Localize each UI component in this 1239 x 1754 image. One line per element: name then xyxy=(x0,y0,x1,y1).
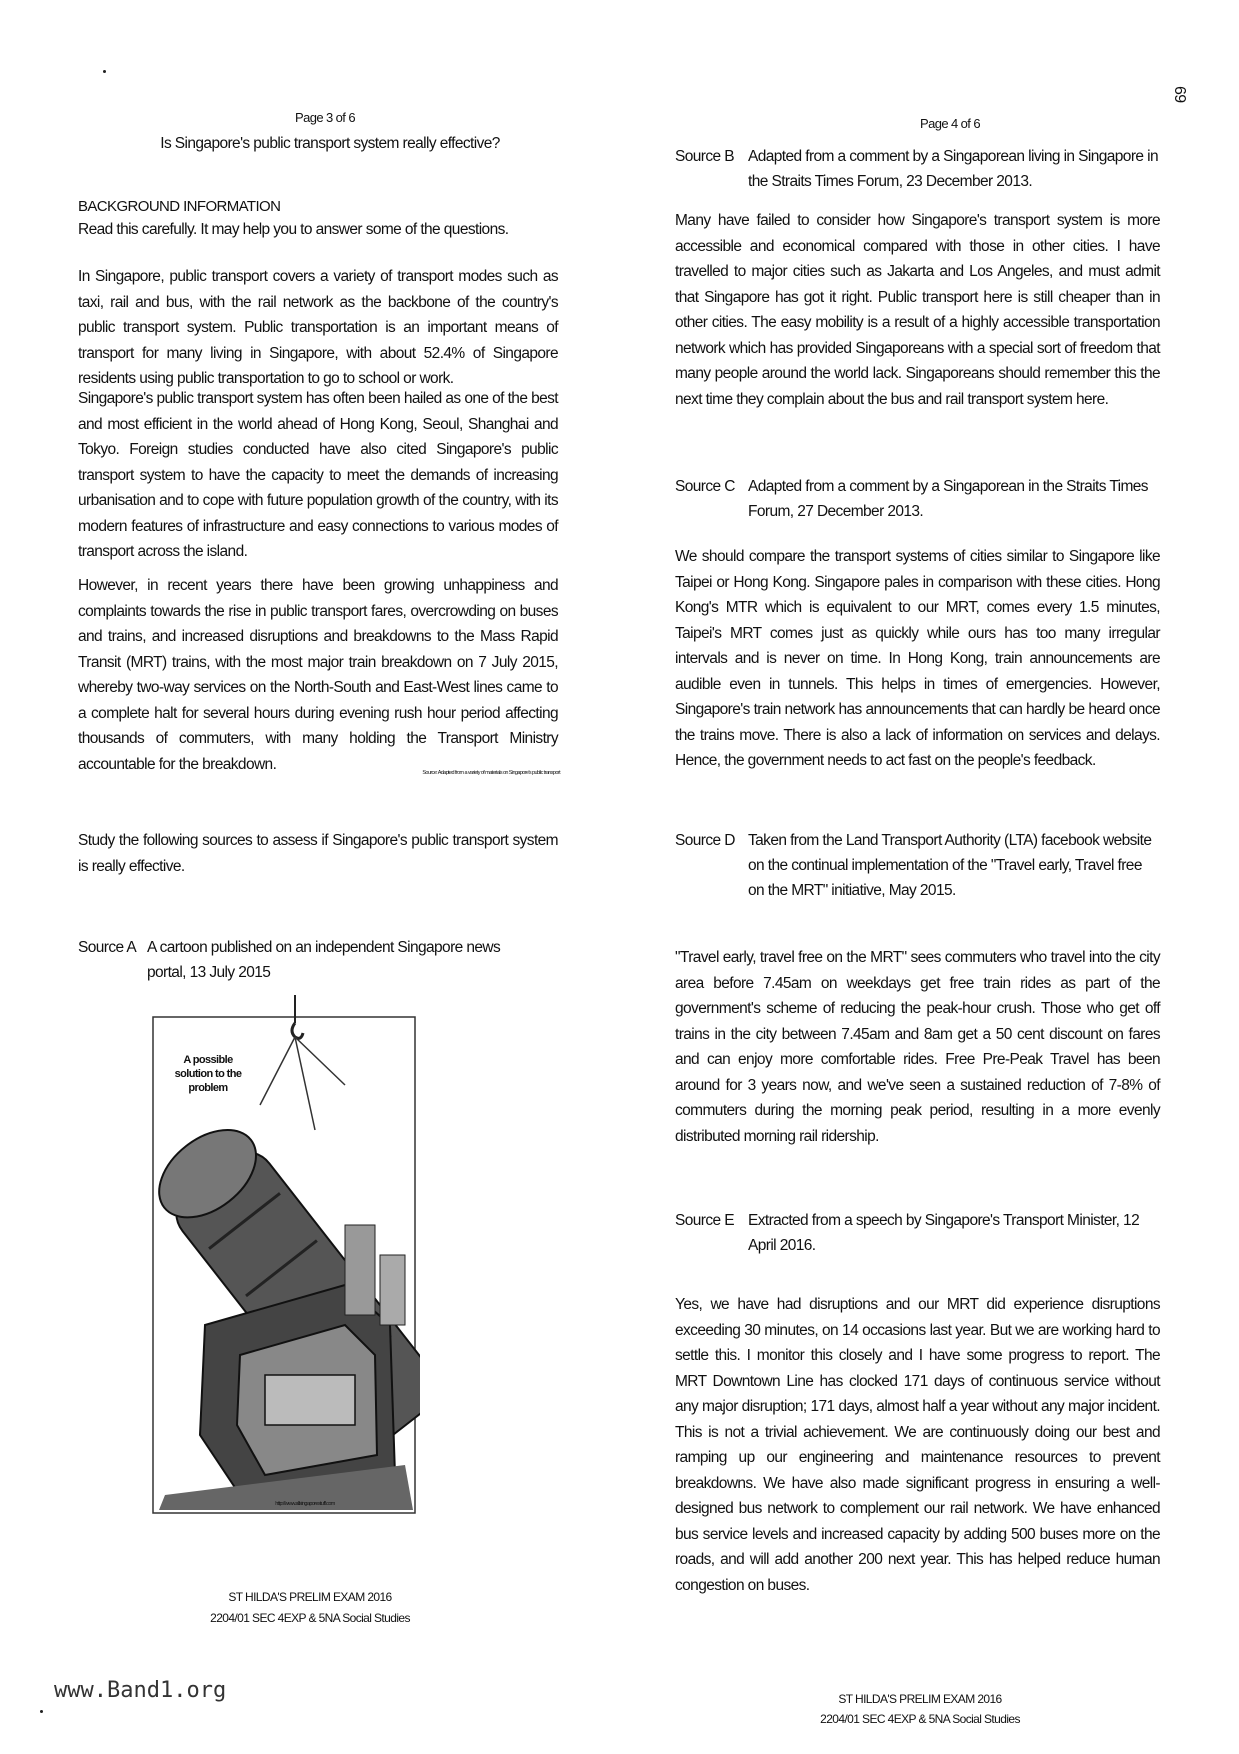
cartoon-figure xyxy=(145,995,420,1520)
scan-speck-bottom xyxy=(40,1710,43,1713)
source-b-body: Many have failed to consider how Singapore's transport system is more accessible and economical compared with those in other cities. I have travelled to major cities such as Jakarta and Los Angeles, and must admit that Singapore has got it right. Public transport here is still cheaper than in other cities. The easy mobility is a result of a highly accessible transportation network which has provided Singaporeans with a special sort of freedom that many people around the world lack. Singaporeans should remember this the next time they complain about the bus and rail transport system here. xyxy=(675,212,1160,408)
background-paragraph-3: However, in recent years there have been growing unhappiness and complaints towards the rise in public transport fares, overcrowding on buses and trains, and increased disruptions and breakdowns to the Mass Rapid Transit (MRT) trains, with the most major train breakdown on 7 July 2015, whereby two-way services on the North-South and East-West lines came to a complete halt for several hours during evening rush hour period affecting thousands of commuters, with many holding the Transport Ministry accountable for the breakdown. xyxy=(78,577,558,773)
source-e-description: Extracted from a speech by Singapore's Transport Minister, 12 April 2016. xyxy=(748,1212,1140,1254)
background-paragraph-1: In Singapore, public transport covers a variety of transport modes such as taxi, rail and bus, with the rail network as the backbone of the country's public transport system. Public transportation is an important means of transport for many living in Singapore, with about 52.4% of Singapore residents using public transportation to go to school or work. xyxy=(78,268,558,387)
page-title: Is Singapore's public transport system really effective? xyxy=(160,135,500,152)
source-b-label: Source B xyxy=(675,148,734,165)
study-instruction: Study the following sources to assess if Singapore's public transport system is really effective. xyxy=(78,832,558,875)
right-footer-line-2: 2204/01 SEC 4EXP & 5NA Social Studies xyxy=(820,1712,1020,1726)
source-c-body: We should compare the transport systems of cities similar to Singapore like Taipei or Hong Kong. Singapore pales in comparison with these cities. Hong Kong's MTR which is equivalent to our MRT, comes every 1.5 minutes, Taipei's MRT comes just as quickly while ours has too many irregular intervals and is never on time. In Hong Kong, train announcements are audible even in tunnels. This helps in times of emergencies. However, Singapore's train network has announcements that can hardly be heard once the trains move. There is also a lack of information on services and delays. Hence, the government needs to act fast on the people's feedback. xyxy=(675,548,1160,769)
source-b-description: Adapted from a comment by a Singaporean living in Singapore in the Straits Times Forum, 23 December 2013. xyxy=(748,148,1158,190)
right-footer-line-1: ST HILDA'S PRELIM EXAM 2016 xyxy=(838,1692,1002,1706)
background-paragraph-2: Singapore's public transport system has often been hailed as one of the best and most efficient in the world ahead of Hong Kong, Seoul, Shanghai and Tokyo. Foreign studies conducted have also cited Singapore's public transport system to have the capacity to meet the demands of increasing urbanisation and to cope with future population growth of the country, with its modern features of infrastructure and easy connections to various modes of transport across the island. xyxy=(78,390,558,560)
cartoon-credit: http://www.allsingaporestuff.com xyxy=(275,1501,335,1507)
source-d-body: "Travel early, travel free on the MRT" sees commuters who travel into the city area before 7.45am on weekdays get free train rides as part of the government's scheme of reducing the peak-hour crush. Those who get off trains in the city between 7.45am and 8am get a 50 cent discount on fares and can enjoy more comfortable rides. Free Pre-Peak Travel has been around for 3 years now, and we've seen a sustained reduction of 7-8% of commuters during the morning peak period, resulting in a more evenly distributed morning rail ridership. xyxy=(675,949,1160,1145)
source-e-body: Yes, we have had disruptions and our MRT did experience disruptions exceeding 30 minutes, on 14 occasions last year. But we are working hard to settle this. I monitor this closely and I have some progress to report. The MRT Downtown Line has clocked 171 days of continuous service without any major disruption; 171 days, almost half a year without any major incident. This is not a trivial achievement. We are continuously doing our best and ramping up our engineering and maintenance resources to prevent breakdowns. We have also made significant progress in ensuring a well-designed bus network to complement our rail network. We have enhanced bus service levels and increased capacity by adding 500 buses more on the roads, and will add another 200 next year. This has helped reduce human congestion on buses. xyxy=(675,1296,1160,1594)
left-page-label: Page 3 of 6 xyxy=(295,110,355,125)
cartoon-caption: A possible solution to the problem xyxy=(174,1054,242,1094)
scan-speck xyxy=(103,70,106,73)
background-heading: BACKGROUND INFORMATION xyxy=(78,198,281,215)
background-instruction: Read this carefully. It may help you to answer some of the questions. xyxy=(78,221,509,238)
source-d-description: Taken from the Land Transport Authority (LTA) facebook website on the continual implementation of the "Travel early, Travel free on the MRT" initiative, May 2015. xyxy=(748,832,1152,899)
right-page-label: Page 4 of 6 xyxy=(920,116,980,131)
site-watermark: www.Band1.org xyxy=(54,1678,227,1703)
page-mark: 69 xyxy=(1171,86,1188,103)
background-source-credit: Source: Adapted from a variety of materials on Singapore's public transport xyxy=(422,770,560,776)
source-c-description: Adapted from a comment by a Singaporean in the Straits Times Forum, 27 December 2013. xyxy=(748,478,1148,520)
source-e-label: Source E xyxy=(675,1212,734,1229)
source-a-description: A cartoon published on an independent Singapore news portal, 13 July 2015 xyxy=(147,939,501,981)
source-a-label: Source A xyxy=(78,939,137,956)
left-footer-line-2: 2204/01 SEC 4EXP & 5NA Social Studies xyxy=(210,1611,410,1625)
left-footer-line-1: ST HILDA'S PRELIM EXAM 2016 xyxy=(228,1590,392,1604)
source-d-label: Source D xyxy=(675,832,735,849)
source-c-label: Source C xyxy=(675,478,735,495)
